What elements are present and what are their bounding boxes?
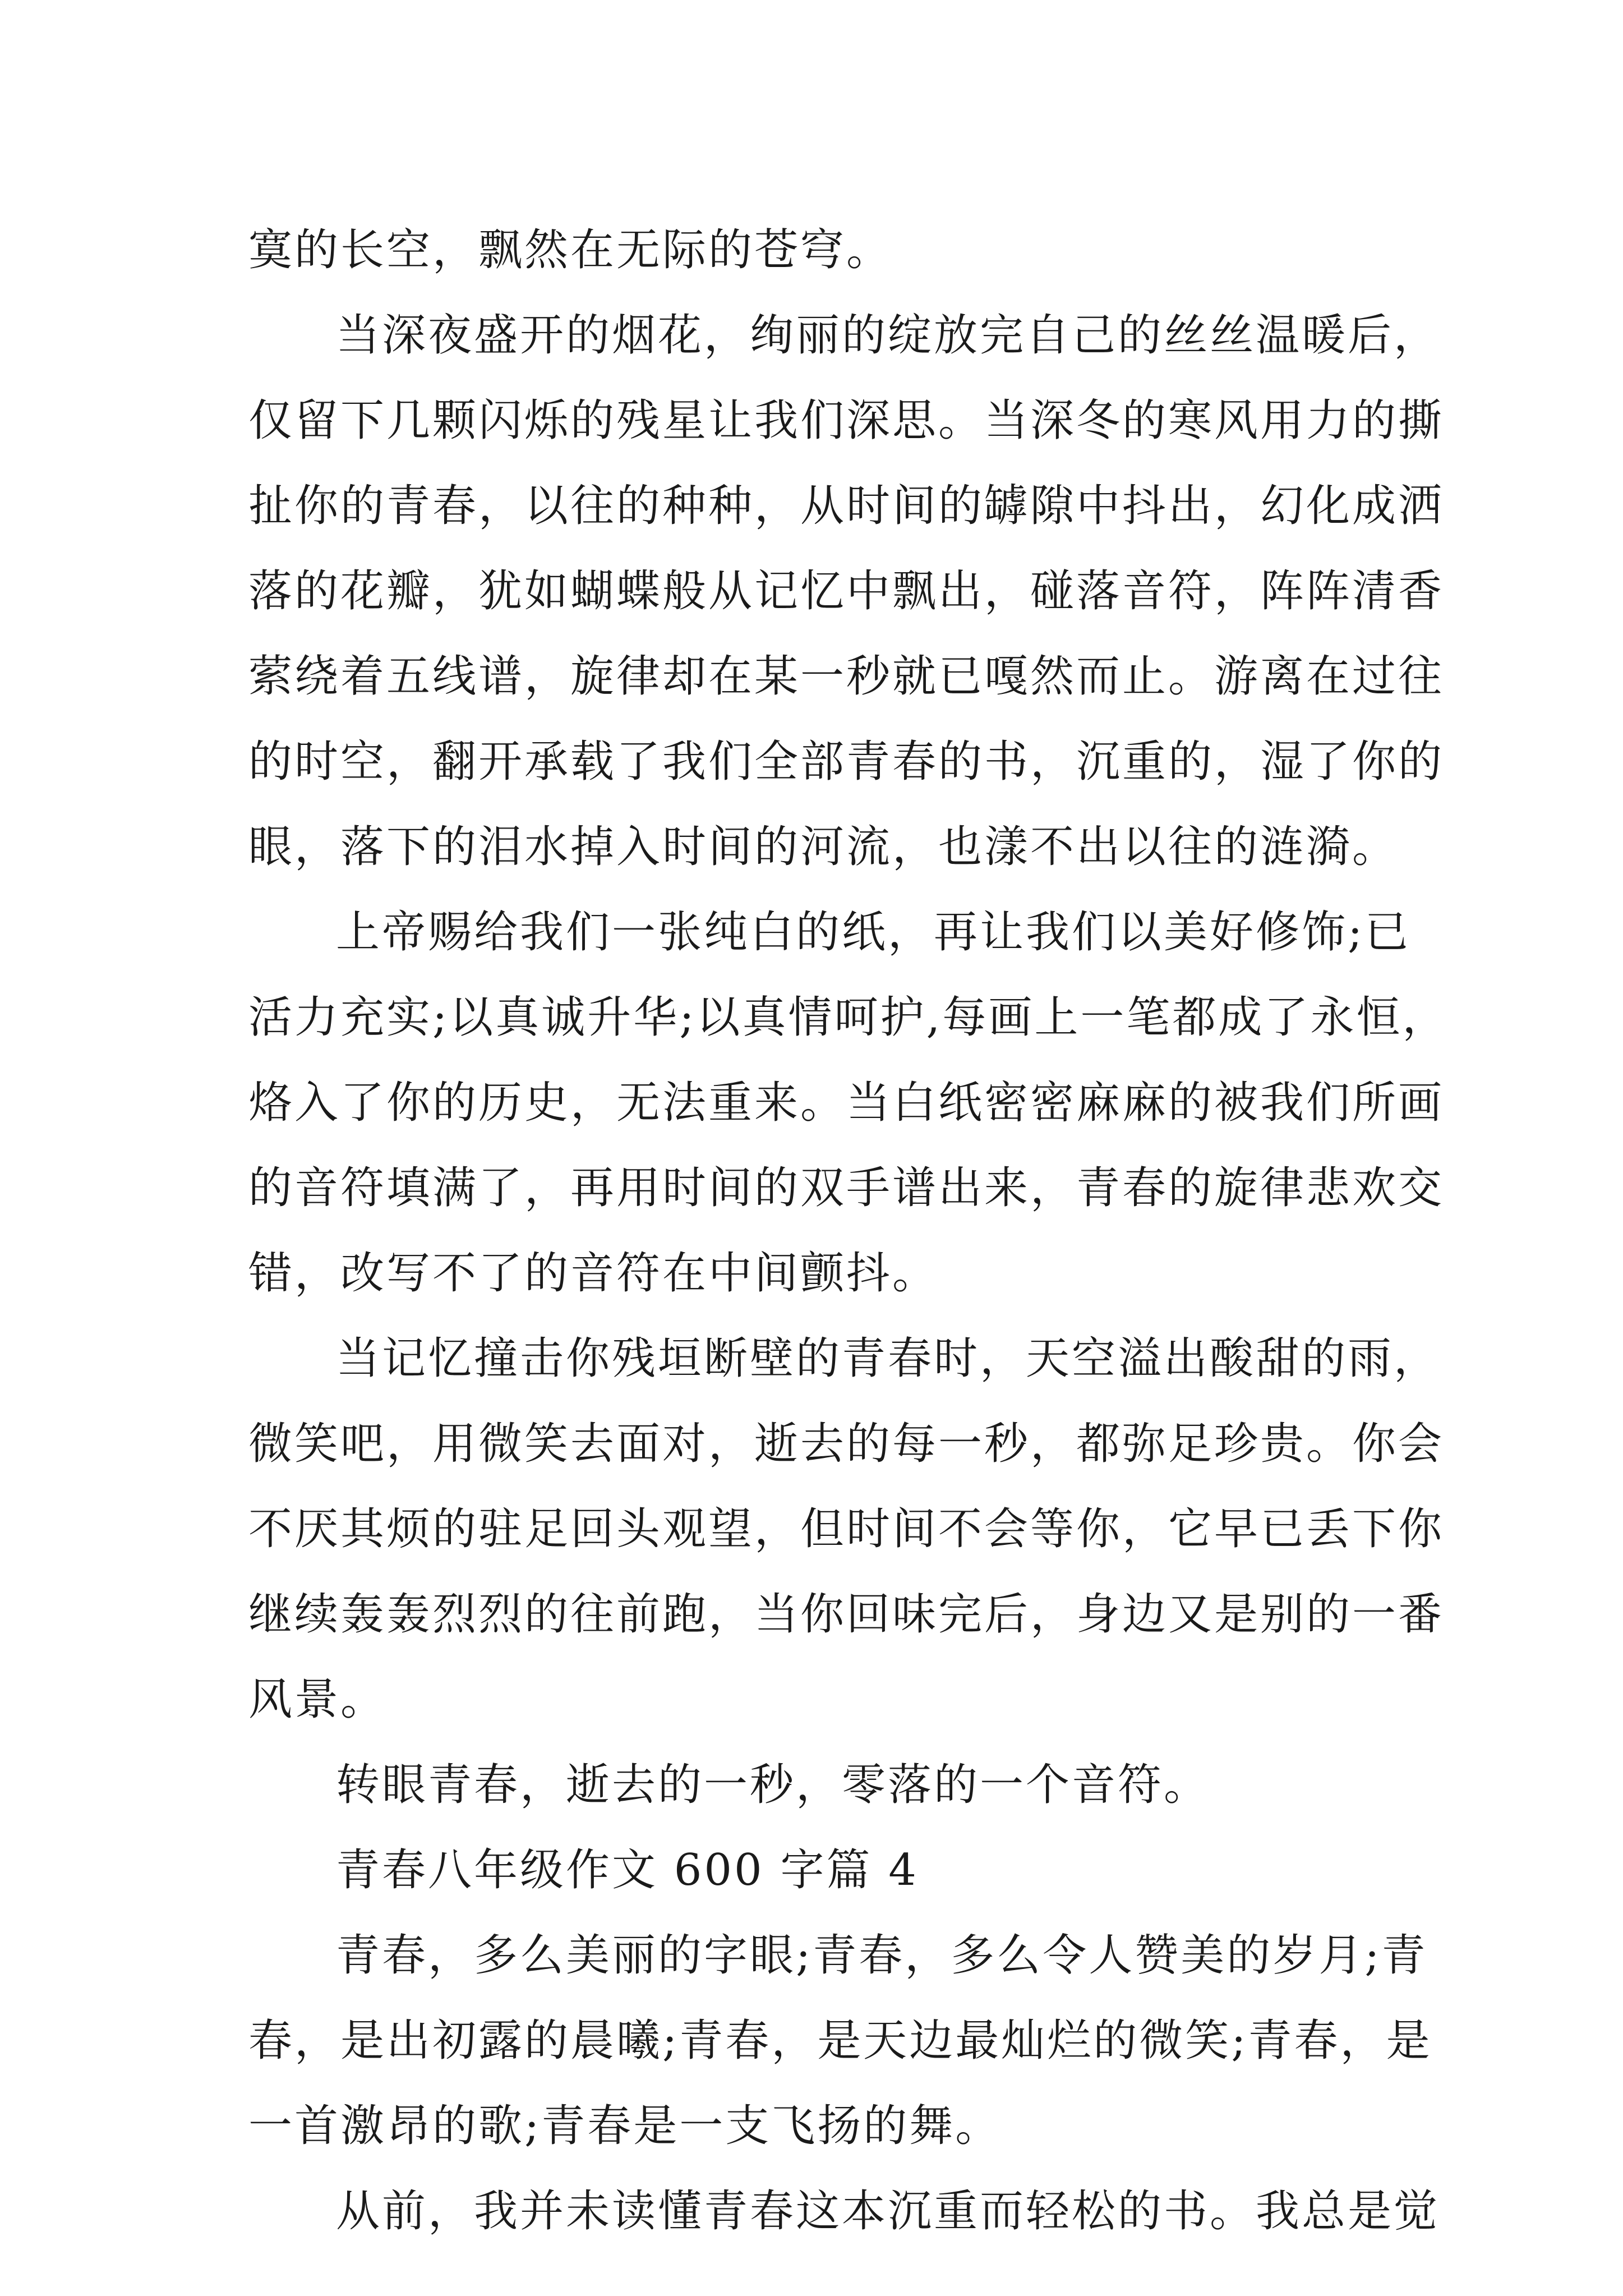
text-line: 继续轰轰烈烈的往前跑，当你回味完后，身边又是别的一番 bbox=[248, 1589, 1445, 1640]
text-line: 春，是出初露的晨曦;青春，是天边最灿烂的微笑;青春，是 bbox=[248, 2016, 1432, 2066]
text-line: 烙入了你的历史，无法重来。当白纸密密麻麻的被我们所画 bbox=[248, 1078, 1445, 1128]
text-line: 错，改写不了的音符在中间颤抖。 bbox=[248, 1248, 939, 1299]
text-line: 不厌其烦的驻足回头观望，但时间不会等你，它早已丢下你 bbox=[248, 1504, 1445, 1554]
text-line: 转眼青春，逝去的一秒，零落的一个音符。 bbox=[336, 1760, 1210, 1810]
text-line: 的时空，翻开承载了我们全部青春的书，沉重的，湿了你的 bbox=[248, 737, 1445, 787]
text-line: 活力充实;以真诚升华;以真情呵护,每画上一笔都成了永恒， bbox=[248, 992, 1449, 1043]
text-line: 当记忆撞击你残垣断壁的青春时，天空溢出酸甜的雨， bbox=[336, 1333, 1440, 1384]
text-line: 眼，落下的泪水掉入时间的河流，也漾不出以往的涟漪。 bbox=[248, 822, 1399, 872]
text-line: 风景。 bbox=[248, 1674, 387, 1725]
text-line: 从前，我并未读懂青春这本沉重而轻松的书。我总是觉 bbox=[336, 2186, 1440, 2237]
text-line: 扯你的青春，以往的种种，从时间的罅隙中抖出，幻化成洒 bbox=[248, 481, 1445, 531]
text-line: 的音符填满了，再用时间的双手谱出来，青春的旋律悲欢交 bbox=[248, 1163, 1445, 1213]
text-line: 当深夜盛开的烟花，绚丽的绽放完自己的丝丝温暖后， bbox=[336, 310, 1440, 361]
text-line: 青春，多么美丽的字眼;青春，多么令人赞美的岁月;青 bbox=[336, 1930, 1428, 1981]
text-line: 一首激昂的歌;青春是一支飞扬的舞。 bbox=[248, 2101, 1002, 2151]
document-body bbox=[248, 208, 1449, 2254]
text-line: 仅留下几颗闪烁的残星让我们深思。当深冬的寒风用力的撕 bbox=[248, 395, 1445, 446]
text-line: 微笑吧，用微笑去面对，逝去的每一秒，都弥足珍贵。你会 bbox=[248, 1419, 1445, 1469]
text-line: 寞的长空，飘然在无际的苍穹。 bbox=[248, 225, 893, 275]
section-heading: 青春八年级作文 600 字篇 4 bbox=[336, 1845, 919, 1895]
text-line: 萦绕着五线谱，旋律却在某一秒就已嘎然而止。游离在过往 bbox=[248, 651, 1445, 702]
text-line: 落的花瓣，犹如蝴蝶般从记忆中飘出，碰落音符，阵阵清香 bbox=[248, 566, 1445, 616]
text-line: 上帝赐给我们一张纯白的纸，再让我们以美好修饰;已 bbox=[336, 907, 1411, 958]
